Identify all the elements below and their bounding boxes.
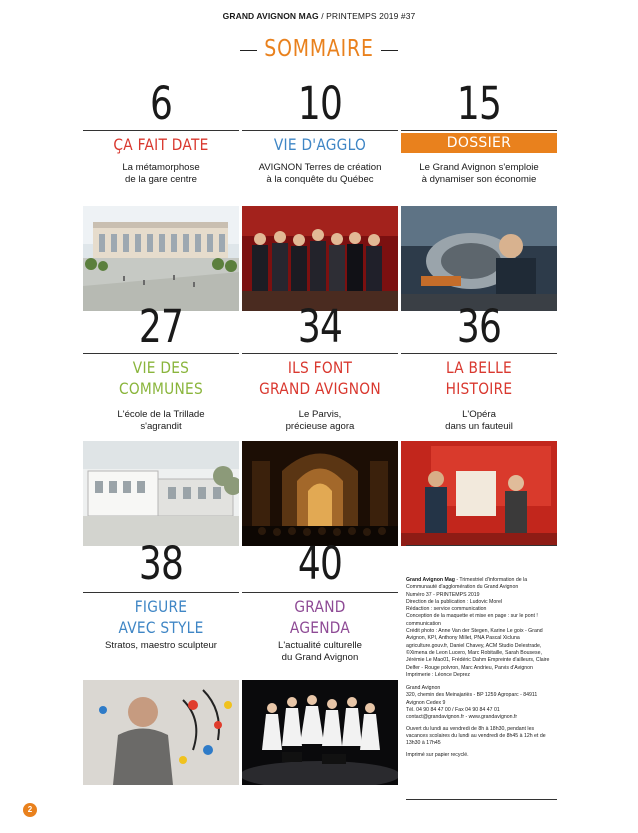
category-label: VIE D'AGGLO bbox=[273, 135, 367, 154]
page-title: SOMMAIRE bbox=[264, 36, 374, 62]
opera-exhibition-image bbox=[401, 441, 557, 546]
colophon-text bbox=[406, 577, 557, 763]
article-description: L'Opéra dans un fauteuil bbox=[445, 409, 513, 432]
divider bbox=[242, 353, 398, 354]
colophon-address: Grand Avignon 320, chemin des Meinajariès - BP 1259 Agroparc - 84911 Avignon Cedex 9 Tél. 04 90 84 47 00 / Fax 04 90 84 47 01 contact@grandavignon.fr - www.grandavignon.fr bbox=[406, 685, 538, 721]
divider bbox=[242, 130, 398, 131]
category-label: GRAND AGENDA bbox=[289, 597, 351, 637]
article-description: Le Grand Avignon s'emploie à dynamiser son économie bbox=[419, 162, 539, 185]
category-banner: DOSSIER bbox=[401, 133, 557, 153]
sommaire-heading bbox=[0, 34, 638, 66]
divider bbox=[401, 353, 557, 354]
divider bbox=[83, 130, 239, 131]
article-description: La métamorphose de la gare centre bbox=[122, 162, 200, 185]
page-number-badge: 2 bbox=[23, 803, 37, 817]
dancers-stage-image bbox=[242, 680, 398, 785]
page-number-label: 10 bbox=[297, 77, 343, 130]
page-number-label: 27 bbox=[138, 300, 184, 353]
colophon-direction: Direction de la publication : Ludovic Morel bbox=[406, 598, 503, 605]
category-label: ÇA FAIT DATE bbox=[113, 135, 209, 154]
divider bbox=[401, 130, 557, 131]
page-number-label: 38 bbox=[138, 537, 184, 590]
colophon-top-rule bbox=[406, 545, 557, 546]
mechanic-workshop-image bbox=[401, 206, 557, 311]
colophon-redaction: Rédaction : service communication bbox=[406, 606, 487, 613]
colophon-hours: Ouvert du lundi au vendredi de 8h à 18h30, pendant les vacances scolaires du lundi au vendredi de 8h45 à 12h et de 13h30 à 17h45 bbox=[406, 725, 546, 747]
sculptor-portrait-image bbox=[83, 680, 239, 785]
colophon-issue: Numéro 37 - PRINTEMPS 2019 bbox=[406, 591, 480, 598]
category-label: FIGURE AVEC STYLE bbox=[118, 597, 204, 637]
divider bbox=[83, 353, 239, 354]
article-description: AVIGNON Terres de création à la conquête du Québec bbox=[258, 162, 382, 185]
group-photo-image bbox=[242, 206, 398, 311]
divider bbox=[83, 592, 239, 593]
article-description: L'actualité culturelle du Grand Avignon bbox=[278, 640, 362, 663]
colophon-recycled: Imprimé sur papier recyclé. bbox=[406, 751, 469, 758]
school-building-image bbox=[83, 441, 239, 546]
header bbox=[0, 11, 638, 21]
colophon-printer: Imprimerie : Léonce Deprez bbox=[406, 671, 471, 678]
article-description: Stratos, maestro sculpteur bbox=[105, 640, 217, 651]
article-description: Le Parvis, précieuse agora bbox=[285, 409, 355, 432]
page-number-label: 15 bbox=[456, 77, 502, 130]
category-label: LA BELLE HISTOIRE bbox=[445, 358, 513, 398]
colophon-subtitle: - Trimestriel d'information de la Communauté d'agglomération du Grand Avignon bbox=[406, 577, 528, 591]
colophon-credits: Crédit photo : Anne Van der Stegen, Karine Le goix - Grand Avignon, KPI, Anthony Millet, PNA Pascal Xicluna agriculture.gouv.fr, Daniel Chavey, ACM Studio Delestrade, ©Ximena de Leon Lucero, Marc Robitaille, Sarah Bousese, Jérémie Le Mao01, Frédéric Dahm Empreinte d'ailleurs, Claire Delfer - Rouge polvron, Marc Andrieu, Parvis d'Avignon bbox=[406, 628, 550, 671]
magazine-name: GRAND AVIGNON MAG bbox=[222, 11, 319, 21]
category-label: VIE DES COMMUNES bbox=[118, 358, 204, 398]
page-number-label: 40 bbox=[297, 537, 343, 590]
category-label: ILS FONT GRAND AVIGNON bbox=[259, 358, 381, 398]
church-interior-image bbox=[242, 441, 398, 546]
divider bbox=[242, 592, 398, 593]
train-station-render-image bbox=[83, 206, 239, 311]
heading-rule-right bbox=[381, 50, 398, 51]
issue-info: / PRINTEMPS 2019 #37 bbox=[318, 11, 416, 21]
colophon-magazine-name: Grand Avignon Mag bbox=[406, 577, 455, 583]
colophon-bottom-rule bbox=[406, 799, 557, 800]
page-number-label: 36 bbox=[456, 300, 502, 353]
article-description: L'école de la Trillade s'agrandit bbox=[117, 409, 205, 432]
page-number-label: 34 bbox=[297, 300, 343, 353]
colophon-conception: Conception de la maquette et mise en page : sur le pont ! communication bbox=[406, 613, 538, 627]
page-number-label: 6 bbox=[149, 77, 173, 130]
